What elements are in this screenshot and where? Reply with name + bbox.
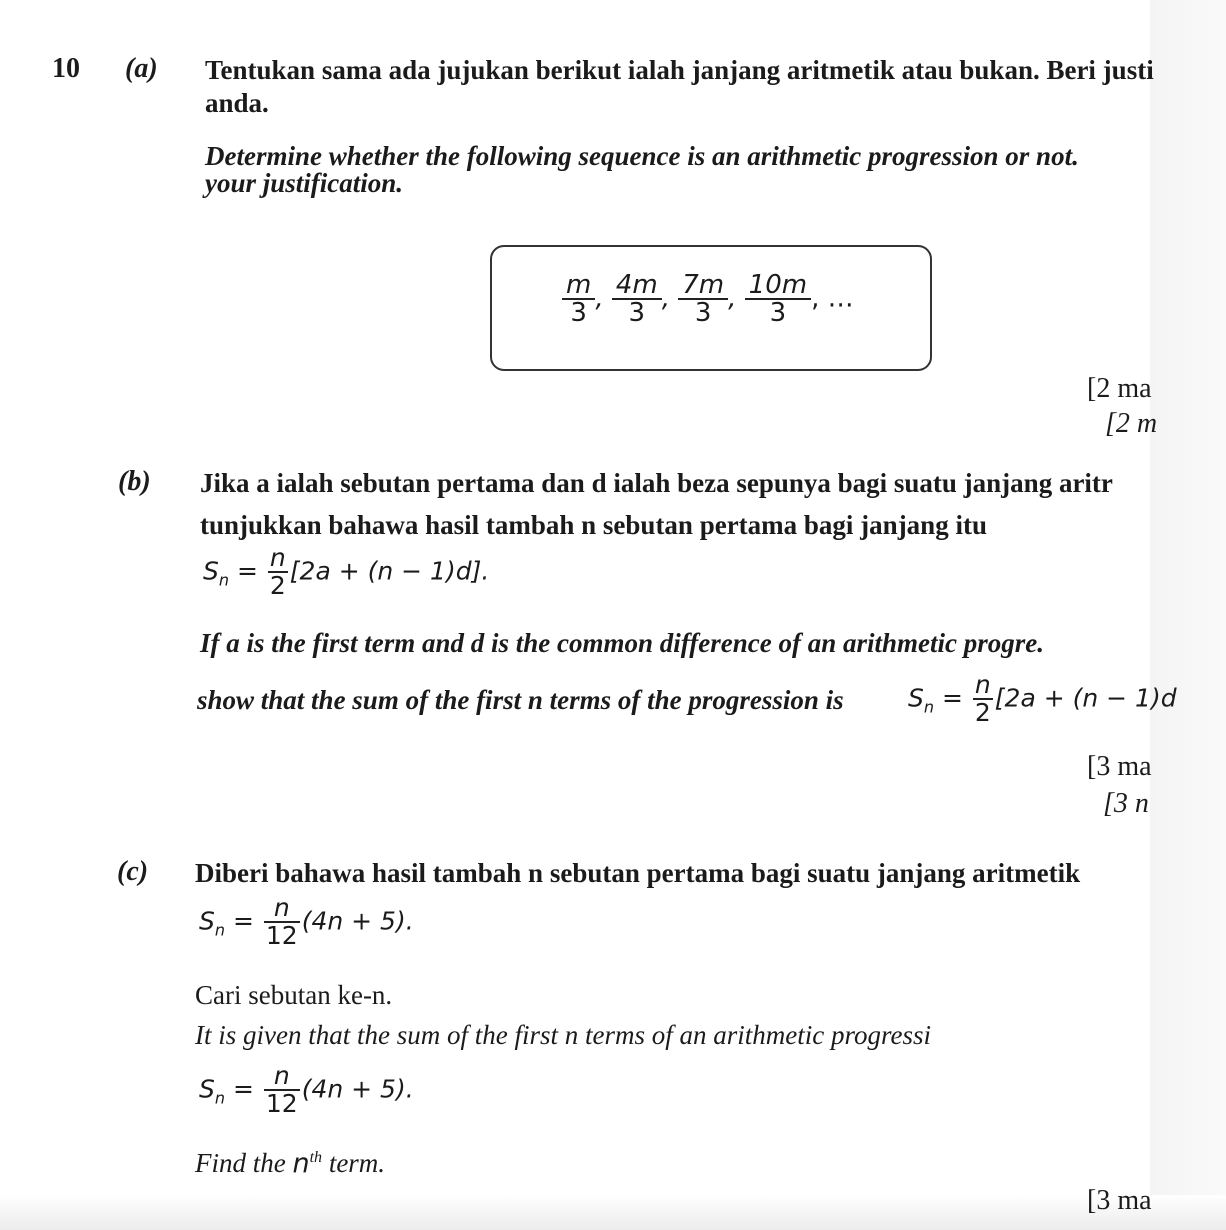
part-c-label: (c) — [117, 856, 149, 887]
part-a-malay-line2: anda. — [205, 88, 269, 118]
part-a-marks-malay: [2 ma — [1087, 373, 1152, 404]
question-number: 10 — [52, 53, 80, 84]
part-c-english-line2: Find the $n^{th}$ term. — [195, 1148, 386, 1179]
sequence-term-4: $\frac{10m}{3}$ — [745, 272, 811, 326]
part-c-formula: $S_n$ = $\frac{n}{12}$ (4n + 5). — [199, 893, 414, 951]
part-a-malay-line1: Tentukan sama ada jujukan berikut ialah janjang aritmetik atau bukan. Beri justi — [205, 55, 1154, 85]
sequence-ellipsis: , … — [811, 283, 854, 314]
part-c-english-formula: $S_n$ = $\frac{n}{12}$ (4n + 5). — [199, 1061, 414, 1119]
part-c-malay-line1: Diberi bahawa hasil tambah n sebutan pertama bagi suatu janjang aritmetik — [195, 858, 1081, 888]
part-b-malay-line1: Jika a ialah sebutan pertama dan d ialah beza sepunya bagi suatu janjang aritr — [200, 468, 1113, 498]
sequence-comma-1: , — [595, 283, 604, 314]
page-edge-shadow — [1150, 0, 1226, 1230]
part-b-marks-malay: [3 ma — [1087, 751, 1152, 782]
part-a-english-line1: Determine whether the following sequence is an arithmetic progression or not. — [205, 141, 1079, 171]
sequence-term-3: $\frac{7m}{3}$ — [678, 272, 728, 326]
part-a-english-line2: your justification. — [205, 168, 404, 198]
part-b-english-line1: If a is the first term and d is the common difference of an arithmetic progre. — [200, 628, 1045, 658]
part-a-marks-english: [2 m — [1105, 408, 1158, 439]
sequence-comma-2: , — [661, 283, 670, 314]
sequence-term-2: $\frac{4m}{3}$ — [612, 272, 662, 326]
sequence-term-1: $\frac{m}{3}$ — [562, 272, 595, 326]
part-b-label: (b) — [118, 466, 151, 497]
sequence-comma-3: , — [728, 283, 737, 314]
part-b-marks-english: [3 n — [1103, 788, 1149, 819]
part-b-english-formula: $S_n$ = $\frac{n}{2}$ [2a + (n − 1)d — [908, 670, 1177, 728]
sequence — [562, 272, 854, 326]
part-b-malay-line2: tunjukkan bahawa hasil tambah n sebutan pertama bagi janjang itu — [200, 510, 987, 540]
part-b-formula: $S_n$ = $\frac{n}{2}$ [2a + (n − 1)d]. — [203, 543, 490, 601]
part-a-label: (a) — [125, 53, 158, 84]
part-c-english-line1: It is given that the sum of the first n terms of an arithmetic progressi — [195, 1020, 931, 1050]
part-b-english-line2: show that the sum of the first n terms of the progression is — [197, 685, 844, 715]
page-bottom-shadow — [0, 1195, 1226, 1230]
part-c-marks-malay: [3 ma — [1087, 1185, 1152, 1216]
part-c-malay-line2: Cari sebutan ke-n. — [195, 980, 393, 1010]
